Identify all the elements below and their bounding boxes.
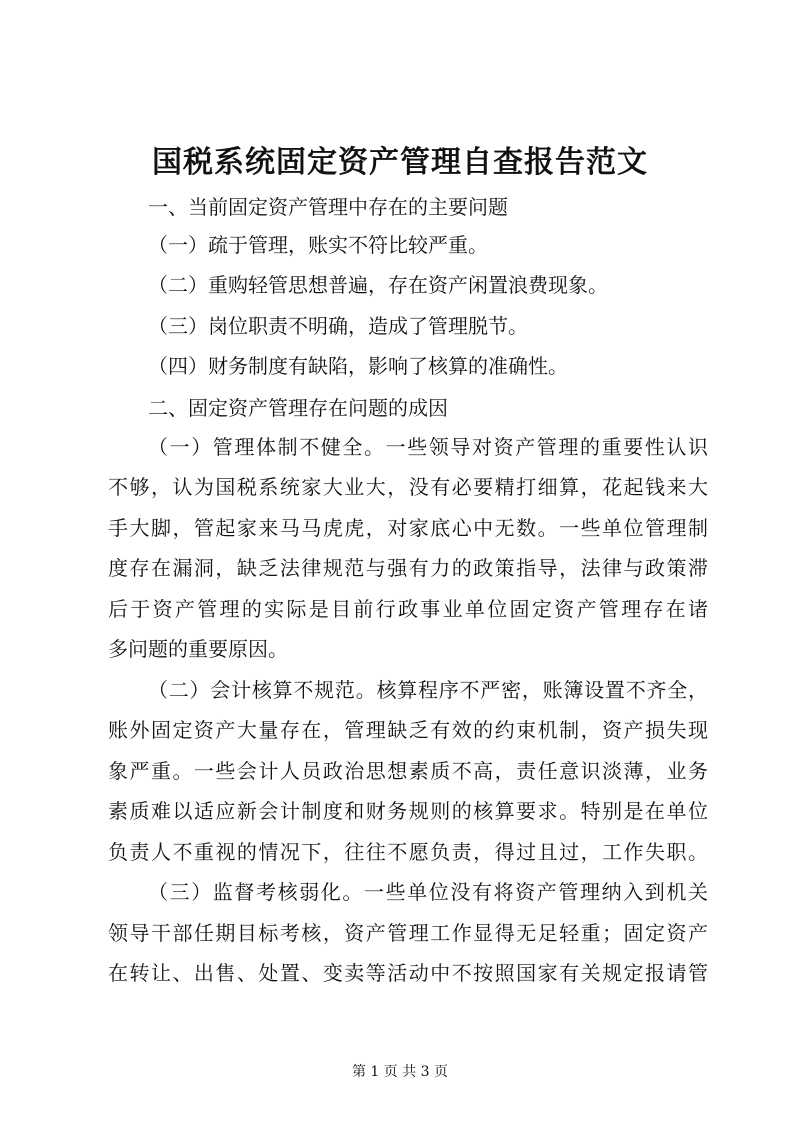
list-item: （一）疏于管理，账实不符比较严重。 [148, 233, 488, 257]
paragraph-line: 不够，认为国税系统家大业大，没有必要精打细算，花起钱来大 [108, 475, 708, 499]
paragraph-line: 手大脚，管起家来马马虎虎，对家底心中无数。一些单位管理制 [108, 516, 708, 540]
paragraph-line: （三）监督考核弱化。一些单位没有将资产管理纳入到机关 [148, 880, 708, 904]
section-heading-1: 一、当前固定资产管理中存在的主要问题 [148, 195, 508, 219]
paragraph-line: （一）管理体制不健全。一些领导对资产管理的重要性认识 [148, 435, 708, 459]
paragraph-line: 象严重。一些会计人员政治思想素质不高，责任意识淡薄，业务 [108, 759, 708, 783]
paragraph-line: 多问题的重要原因。 [108, 637, 288, 661]
paragraph-line: 在转让、出售、处置、变卖等活动中不按照国家有关规定报请管 [108, 961, 708, 985]
paragraph-line: （二）会计核算不规范。核算程序不严密，账簿设置不齐全， [148, 678, 708, 702]
paragraph-line: 负责人不重视的情况下，往往不愿负责，得过且过，工作失职。 [108, 840, 708, 864]
paragraph-line: 后于资产管理的实际是目前行政事业单位固定资产管理存在诸 [108, 597, 708, 621]
paragraph-line: 素质难以适应新会计制度和财务规则的核算要求。特别是在单位 [108, 799, 708, 823]
document-title: 国税系统固定资产管理自查报告范文 [152, 145, 648, 180]
paragraph-line: 领导干部任期目标考核，资产管理工作显得无足轻重；固定资产 [108, 921, 708, 945]
list-item: （三）岗位职责不明确，造成了管理脱节。 [148, 314, 528, 338]
list-item: （二）重购轻管思想普遍，存在资产闲置浪费现象。 [148, 273, 608, 297]
list-item: （四）财务制度有缺陷，影响了核算的准确性。 [148, 354, 568, 378]
section-heading-2: 二、固定资产管理存在问题的成因 [148, 396, 448, 420]
page-footer: 第 1 页 共 3 页 [351, 1064, 449, 1080]
paragraph-line: 度存在漏洞，缺乏法律规范与强有力的政策指导，法律与政策滞 [108, 556, 708, 580]
paragraph-line: 账外固定资产大量存在，管理缺乏有效的约束机制，资产损失现 [108, 718, 708, 742]
